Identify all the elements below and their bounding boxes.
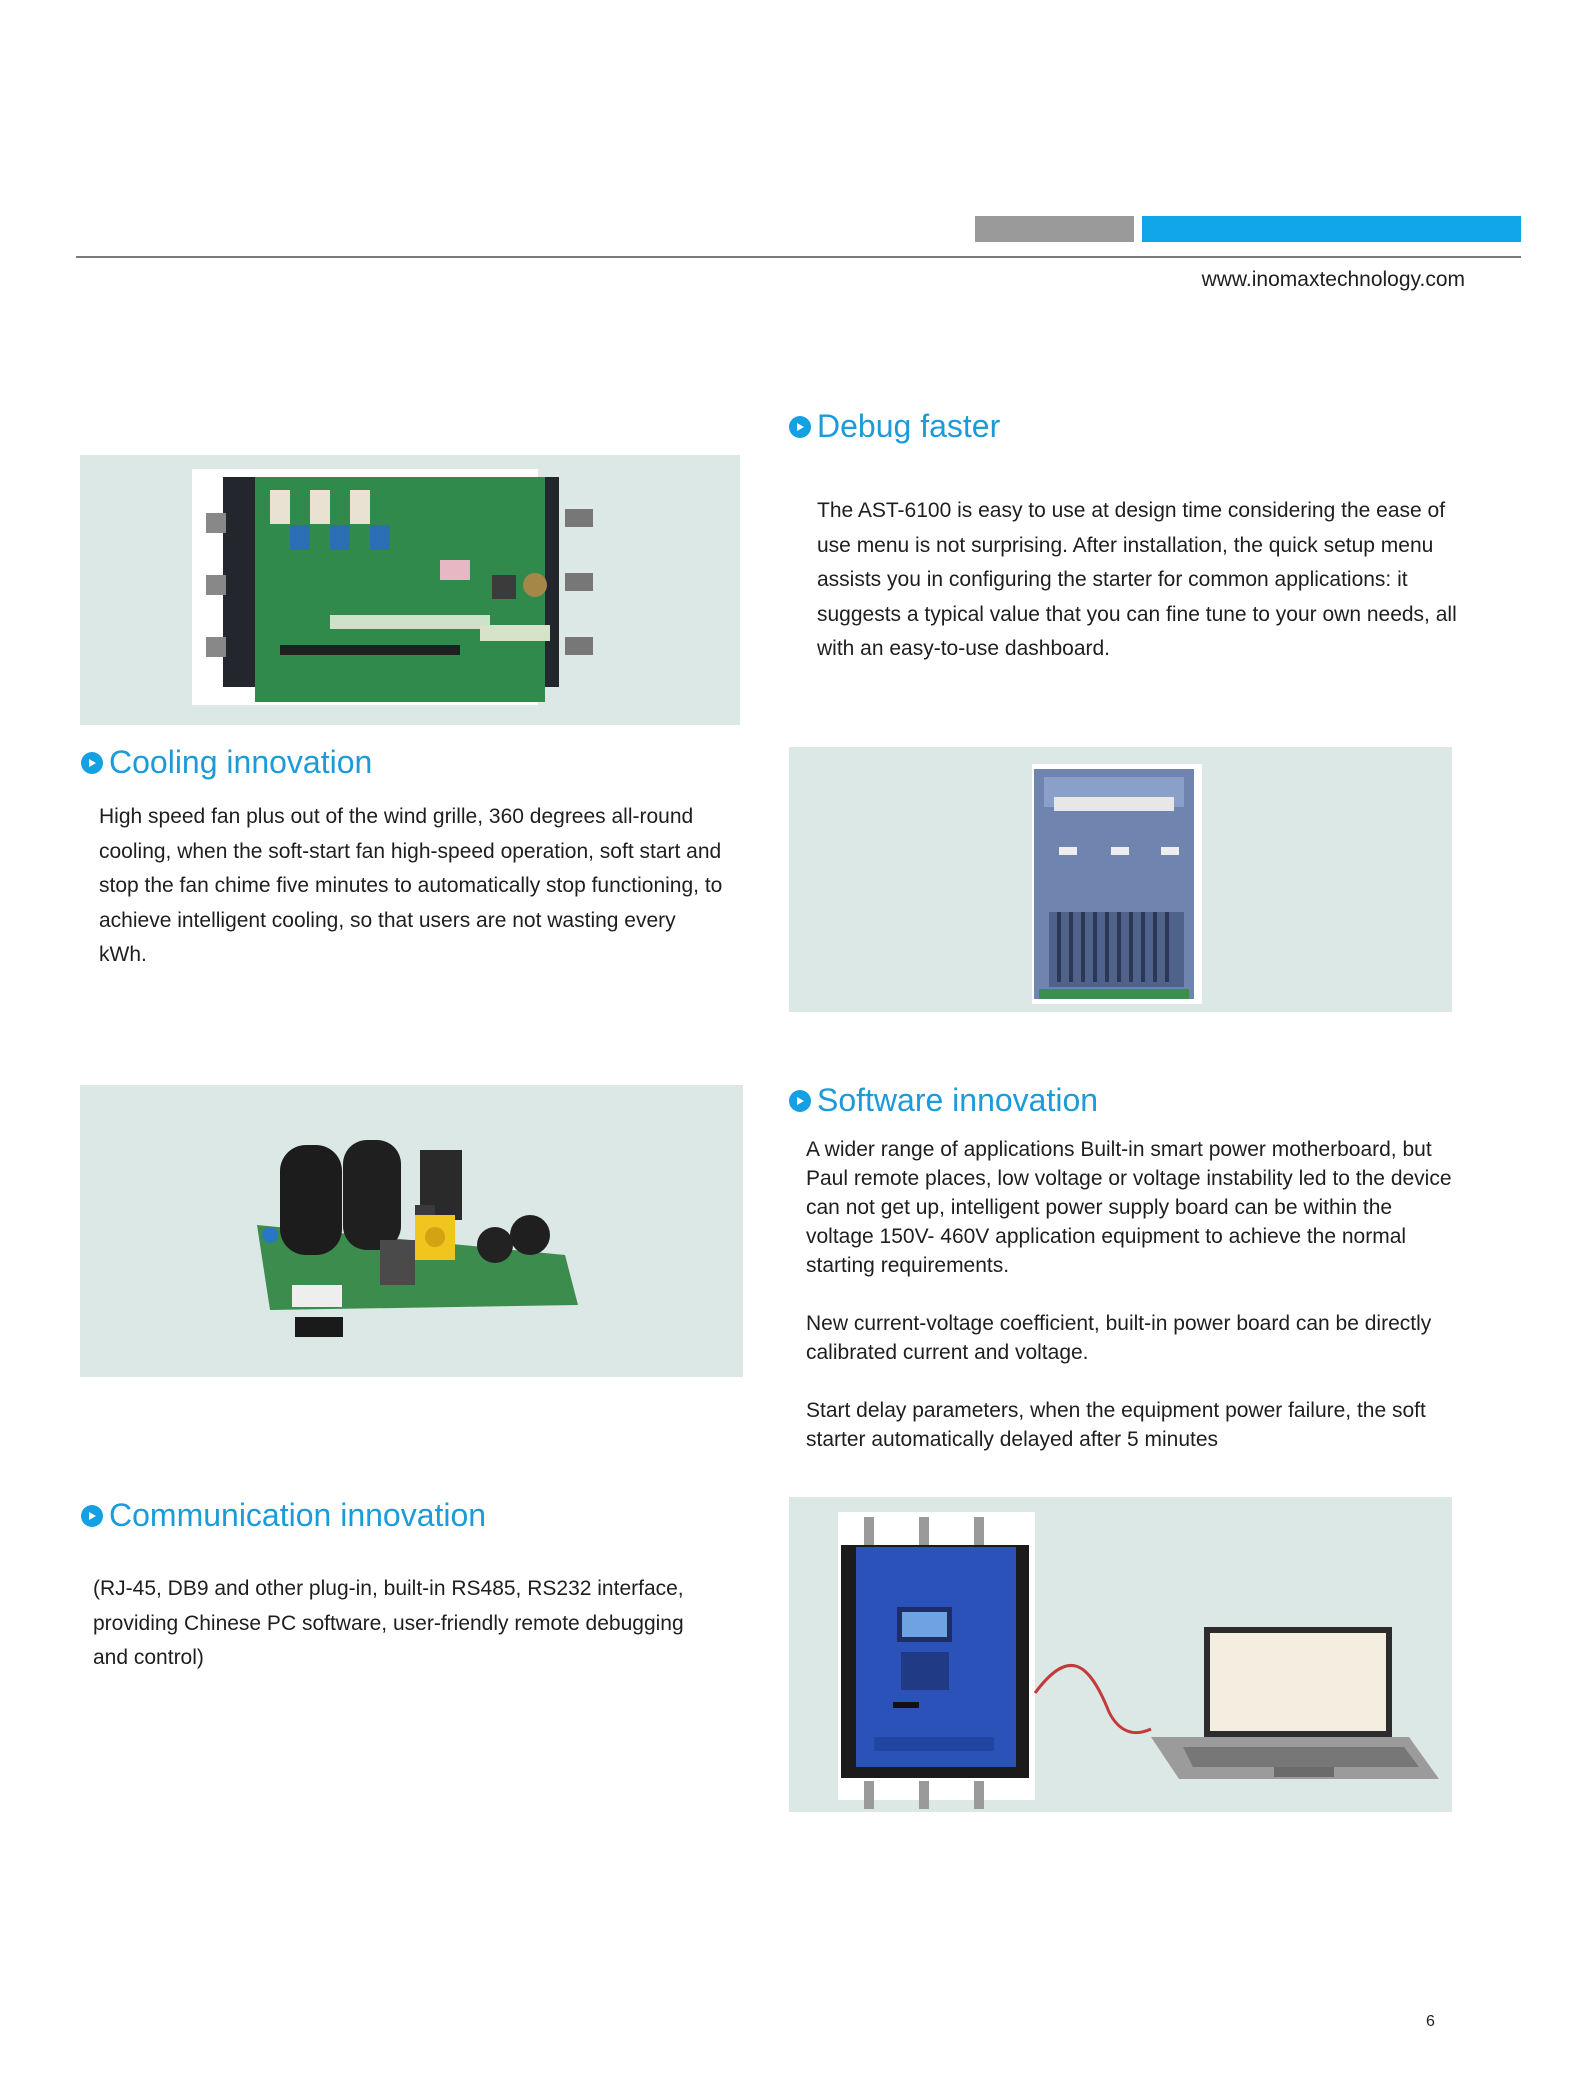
software-title: Software innovation bbox=[817, 1082, 1099, 1118]
communication-title: Communication innovation bbox=[109, 1497, 487, 1533]
chevron-right-icon bbox=[81, 1505, 103, 1527]
website-url[interactable]: www.inomaxtechnology.com bbox=[1201, 268, 1465, 291]
page-number: 6 bbox=[1426, 2013, 1435, 2030]
software-paragraph: Start delay parameters, when the equipment power failure, the soft starter automatically delayed after 5 minutes bbox=[806, 1399, 1426, 1451]
chevron-right-icon bbox=[789, 416, 811, 438]
starter-laptop-image bbox=[789, 1497, 1452, 1812]
communication-heading bbox=[81, 1497, 486, 1534]
software-body bbox=[806, 1135, 1456, 1454]
communication-body: (RJ-45, DB9 and other plug-in, built-in RS485, RS232 interface, providing Chinese PC software, user-friendly remote debugging and control) bbox=[93, 1577, 684, 1670]
debug-heading bbox=[789, 408, 1000, 445]
header-rule bbox=[76, 256, 1521, 258]
cooling-heading bbox=[81, 744, 372, 781]
software-paragraph: A wider range of applications Built-in smart power motherboard, but Paul remote places, low voltage or voltage instability led to the device can not get up, intelligent power supply board can be within the voltage 150V- 460V application equipment to achieve the normal starting requirements. bbox=[806, 1138, 1452, 1277]
control-board-image bbox=[80, 455, 740, 725]
header-bar-gray bbox=[975, 216, 1134, 242]
debug-body: The AST-6100 is easy to use at design time considering the ease of use menu is not surprising. After installation, the quick setup menu assists you in configuring the starter for common applications: it suggests a typical value that you can fine tune to your own needs, all with an easy-to-use dashboard. bbox=[817, 499, 1457, 661]
software-heading bbox=[789, 1082, 1098, 1119]
cooling-title: Cooling innovation bbox=[109, 744, 373, 780]
chevron-right-icon bbox=[789, 1090, 811, 1112]
starter-housing-image bbox=[789, 747, 1452, 1012]
power-board-image bbox=[80, 1085, 743, 1377]
cooling-body: High speed fan plus out of the wind grille, 360 degrees all-round cooling, when the soft-start fan high-speed operation, soft start and stop the fan chime five minutes to automatically stop functioning, to achieve intelligent cooling, so that users are not wasting every kWh. bbox=[99, 805, 723, 967]
header-bar-blue bbox=[1142, 216, 1521, 242]
chevron-right-icon bbox=[81, 752, 103, 774]
software-paragraph: New current-voltage coefficient, built-in power board can be directly calibrated current and voltage. bbox=[806, 1312, 1432, 1364]
debug-title: Debug faster bbox=[817, 408, 1001, 444]
